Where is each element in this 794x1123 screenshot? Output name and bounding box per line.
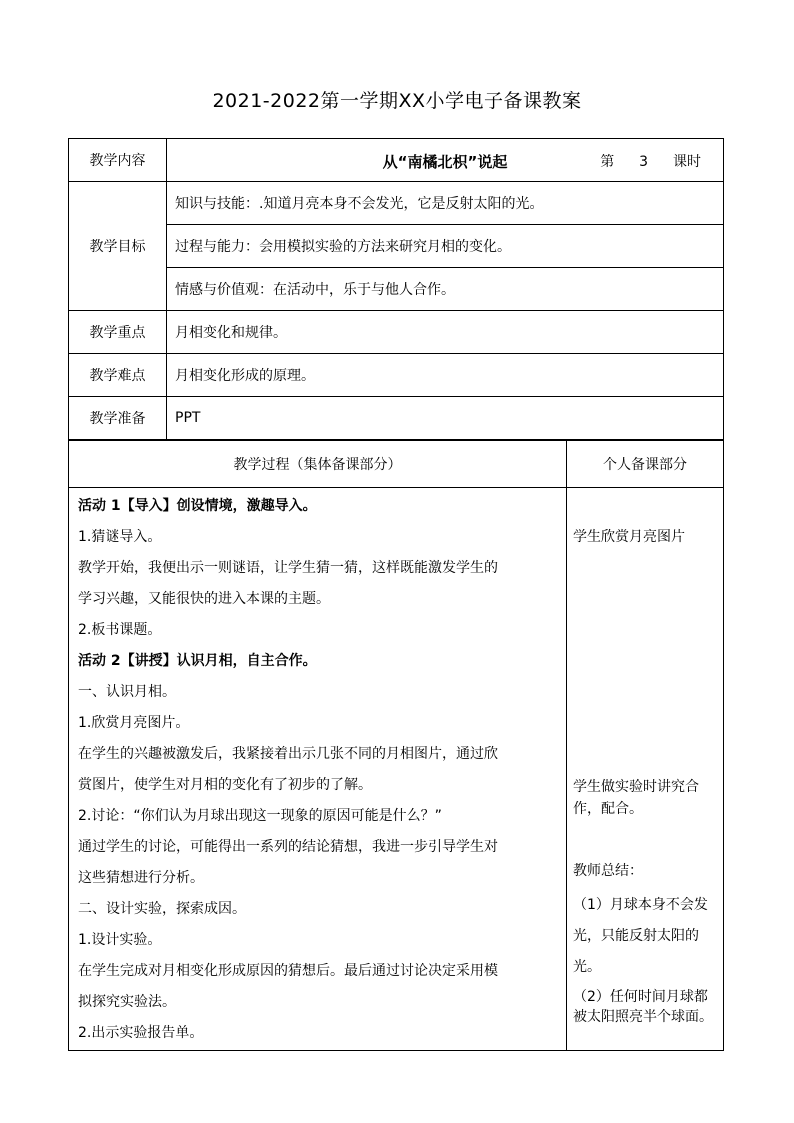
process-line: 1.猜谜导入。 (78, 529, 162, 545)
lesson-suffix: 课时 (673, 154, 701, 170)
process-line: 通过学生的讨论，可能得出一系列的结论猜想，我进一步引导学生对 (78, 839, 498, 855)
note-summary-1: （1）月球本身不会发光，只能反射太阳的光。 (573, 897, 708, 975)
process-line: 在学生的兴趣被激发后，我紧接着出示几张不同的月相图片，通过欣 (78, 746, 498, 762)
personal-notes (567, 488, 724, 1051)
process-line: 赏图片，使学生对月相的变化有了初步的了解。 (78, 777, 372, 793)
note-summary-2: （2）任何时间月球都被太阳照亮半个球面。 (573, 989, 713, 1025)
difficulty-label: 教学难点 (69, 354, 167, 397)
process-line: 二、设计实验，探索成因。 (78, 901, 246, 917)
process-line: 2.出示实验报告单。 (78, 1025, 204, 1041)
process-body (69, 488, 567, 1051)
goal-process: 过程与能力：会用模拟实验的方法来研究月相的变化。 (167, 225, 724, 268)
lesson-prefix: 第 (600, 154, 615, 170)
teaching-process-table (68, 440, 724, 1051)
goal-emotion: 情感与价值观：在活动中，乐于与他人合作。 (167, 268, 724, 311)
note-enjoy-pictures: 学生欣赏月亮图片 (573, 529, 685, 545)
prep-value: PPT (167, 397, 724, 440)
activity-1-heading: 活动 1【导入】创设情境，激趣导入。 (78, 498, 317, 514)
process-line: 2.板书课题。 (78, 622, 162, 638)
process-line: 教学开始，我便出示一则谜语，让学生猜一猜，这样既能激发学生的 (78, 560, 498, 576)
prep-label: 教学准备 (69, 397, 167, 440)
process-line: 2.讨论：“你们认为月球出现这一现象的原因可能是什么？” (78, 808, 442, 824)
process-line: 这些猜想进行分析。 (78, 870, 204, 886)
lesson-info-table (68, 138, 724, 440)
process-line: 1.设计实验。 (78, 932, 162, 948)
content-label: 教学内容 (69, 139, 167, 182)
note-cooperation: 学生做实验时讲究合作，配合。 (573, 779, 699, 817)
note-teacher-summary: 教师总结： (573, 863, 643, 879)
difficulty-value: 月相变化形成的原理。 (167, 354, 724, 397)
personal-header: 个人备课部分 (567, 441, 724, 488)
document-title: 2021-2022第一学期XX小学电子备课教案 (212, 90, 582, 112)
goals-label: 教学目标 (69, 182, 167, 311)
lesson-number: 3 (639, 154, 649, 170)
lesson-title: 从“南橘北枳”说起 (382, 153, 508, 171)
process-line: 一、认识月相。 (78, 684, 176, 700)
process-line: 1.欣赏月亮图片。 (78, 715, 190, 731)
key-point-label: 教学重点 (69, 311, 167, 354)
activity-2-heading: 活动 2【讲授】认识月相，自主合作。 (78, 653, 317, 669)
key-point-value: 月相变化和规律。 (167, 311, 724, 354)
process-line: 在学生完成对月相变化形成原因的猜想后。最后通过讨论决定采用模 (78, 963, 498, 979)
goal-knowledge: 知识与技能：.知道月亮本身不会发光，它是反射太阳的光。 (167, 182, 724, 225)
lesson-header-cell (167, 139, 724, 182)
lesson-period (600, 151, 701, 171)
process-header: 教学过程（集体备课部分） (69, 441, 567, 488)
process-line: 学习兴趣，又能很快的进入本课的主题。 (78, 591, 330, 607)
process-line: 拟探究实验法。 (78, 994, 176, 1010)
